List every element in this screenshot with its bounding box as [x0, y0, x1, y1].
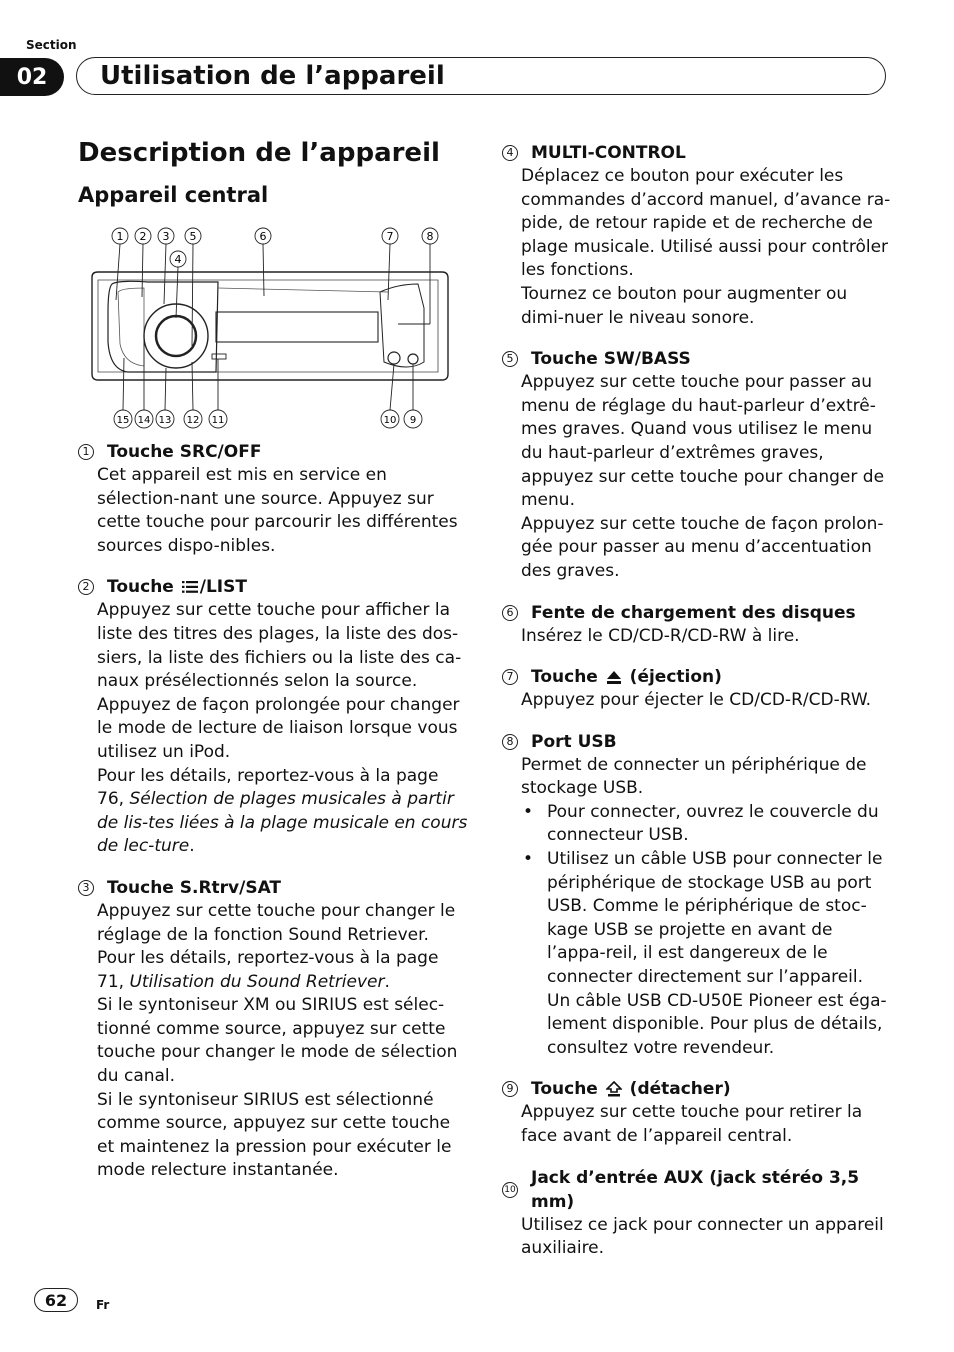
item-text: Appuyez sur cette touche pour afficher la liste des titres des plages, la liste des dos-siers, la liste des fichiers ou la liste des ca-naux présélectionnés selon la source. [97, 600, 462, 692]
item-number: 5 [502, 351, 518, 367]
item-text: Tournez ce bouton pour augmenter ou dimi-nuer le niveau sonore. [521, 283, 848, 328]
item-title-after: (détacher) [623, 1079, 731, 1100]
item-title: MULTI-CONTROL [531, 143, 686, 163]
item-10 [502, 1166, 894, 1261]
item-9 [502, 1077, 894, 1148]
right-column [502, 141, 894, 1278]
item-title: Touche SRC/OFF [107, 442, 262, 462]
language-label: Fr [96, 1298, 110, 1312]
section-subtitle: Appareil central [78, 183, 269, 207]
item-title-before: Touche [531, 1079, 604, 1100]
diagram-label-14: 14 [137, 415, 151, 426]
reference-link[interactable]: Sélection de plages musicales à partir de lis-tes liées à la plage musicale en cours de lec-ture [97, 789, 468, 857]
reference-end: . [189, 836, 195, 857]
item-text: Appuyez sur cette touche pour retirer la face avant de l’appareil central. [521, 1102, 863, 1146]
page-number: 62 [34, 1288, 78, 1312]
item-number: 2 [78, 579, 94, 595]
item-text: Appuyez sur cette touche de façon prolon-gée pour passer au menu d’accentuation des graves. [521, 513, 884, 581]
diagram-label-8: 8 [426, 230, 434, 243]
diagram-label-15: 15 [116, 415, 130, 426]
diagram-label-2: 2 [139, 230, 147, 243]
item-title-after: /LIST [199, 577, 247, 598]
item-text: Déplacez ce bouton pour exécuter les commandes d’accord manuel, d’avance ra-pide, de retour rapide et de recherche de plage musicale. Utilisé aussi pour contrôler les fonctions. [521, 166, 891, 281]
section-label: Section [26, 38, 77, 52]
diagram-label-11: 11 [211, 415, 225, 426]
item-1 [78, 440, 470, 558]
diagram-label-1: 1 [116, 230, 124, 243]
item-title-before: Touche [107, 577, 180, 598]
item-title: Jack d’entrée AUX (jack stéréo 3,5 mm) [531, 1167, 860, 1212]
item-text: Appuyez de façon prolongée pour changer le mode de lecture de liaison lorsque vous utilisez un iPod. [97, 694, 460, 762]
reference-link[interactable]: Utilisation du Sound Retriever [129, 971, 385, 992]
diagram-bottom-labels [114, 410, 422, 428]
diagram-label-7: 7 [386, 230, 394, 243]
reference-text: Pour les détails, reportez-vous à la page 76, [97, 765, 439, 810]
item-8 [502, 730, 894, 1061]
item-number: 7 [502, 669, 518, 685]
item-2 [78, 575, 470, 859]
item-6 [502, 601, 894, 649]
item-title: Touche SW/BASS [531, 349, 691, 370]
item-text-reference [97, 947, 470, 994]
item-number: 8 [502, 734, 518, 750]
reference-end: . [384, 971, 390, 992]
diagram-label-13: 13 [158, 415, 172, 426]
item-number: 3 [78, 880, 94, 896]
bullet-list [521, 801, 894, 1061]
bullet-item [521, 848, 894, 1060]
eject-icon [606, 670, 622, 685]
item-title-after: (éjection) [623, 667, 722, 688]
item-text-reference [97, 765, 470, 859]
diagram-label-4: 4 [174, 253, 182, 266]
diagram-label-9: 9 [409, 415, 417, 426]
item-title: Fente de chargement des disques [531, 602, 856, 623]
diagram-label-10: 10 [383, 415, 397, 426]
item-text: Utilisez ce jack pour connecter un appareil auxiliaire. [521, 1214, 884, 1259]
diagram-label-12: 12 [186, 415, 200, 426]
left-column [78, 440, 470, 1200]
bullet-text: Utilisez un câble USB pour connecter le périphérique de stockage USB au port USB. Comme le périphérique de stoc-kage USB se projette en avant de l’appa-reil, il est dangereux de le connecter directement sur l’appareil. [547, 849, 883, 988]
list-icon [182, 580, 198, 594]
section-number-badge: 02 [0, 58, 64, 96]
item-title-before: Touche [531, 667, 604, 688]
item-5 [502, 347, 894, 583]
bullet-item: • Pour connecter, ouvrez le couvercle du connecteur USB. [521, 801, 894, 848]
page-title: Description de l’appareil [78, 138, 440, 168]
item-text: Si le syntoniseur SIRIUS est sélectionné comme source, appuyez sur cette touche et maintenez la pression pour exécuter le mode relecture instantanée. [97, 1089, 452, 1181]
bullet-text-extra: Un câble USB CD-U50E Pioneer est éga-lement disponible. Pour plus de détails, consultez votre revendeur. [547, 990, 887, 1058]
item-number: 10 [502, 1182, 518, 1198]
item-title: Touche S.Rtrv/SAT [107, 877, 282, 898]
item-text: Cet appareil est mis en service en sélection-nant une source. Appuyez sur cette touche pour parcourir les différentes sources dispo-nibles. [97, 465, 458, 556]
detach-icon [606, 1081, 622, 1097]
item-7 [502, 665, 894, 713]
item-title: Port USB [531, 731, 617, 752]
item-text: Permet de connecter un périphérique de stockage USB. [521, 754, 867, 799]
reference-text: Pour les détails, reportez-vous à la page 71, [97, 948, 439, 992]
diagram-label-5: 5 [189, 230, 197, 243]
item-text: Appuyez pour éjecter le CD/CD-R/CD-RW. [521, 690, 872, 711]
item-text: Si le syntoniseur XM ou SIRIUS est sélec-tionné comme source, appuyez sur cette touche pour changer le mode de sélection du canal. [97, 995, 458, 1087]
header-title: Utilisation de l’appareil [100, 61, 445, 91]
item-number: 4 [502, 145, 518, 161]
diagram-label-3: 3 [162, 230, 170, 243]
item-text: Appuyez sur cette touche pour passer au menu de réglage du haut-parleur d’extrê-mes graves. Quand vous utilisez le menu du haut-parleur d’extrêmes graves, appuyez sur cette touche pour changer de menu. [521, 372, 885, 511]
item-number: 6 [502, 605, 518, 621]
item-4 [502, 141, 894, 330]
diagram-label-6: 6 [259, 230, 267, 243]
item-3 [78, 876, 470, 1183]
item-number: 1 [78, 444, 94, 460]
item-number: 9 [502, 1081, 518, 1097]
item-text: Appuyez sur cette touche pour changer le réglage de la fonction Sound Retriever. [97, 900, 456, 945]
head-unit-diagram [88, 222, 454, 434]
item-text: Insérez le CD/CD-R/CD-RW à lire. [521, 625, 800, 646]
